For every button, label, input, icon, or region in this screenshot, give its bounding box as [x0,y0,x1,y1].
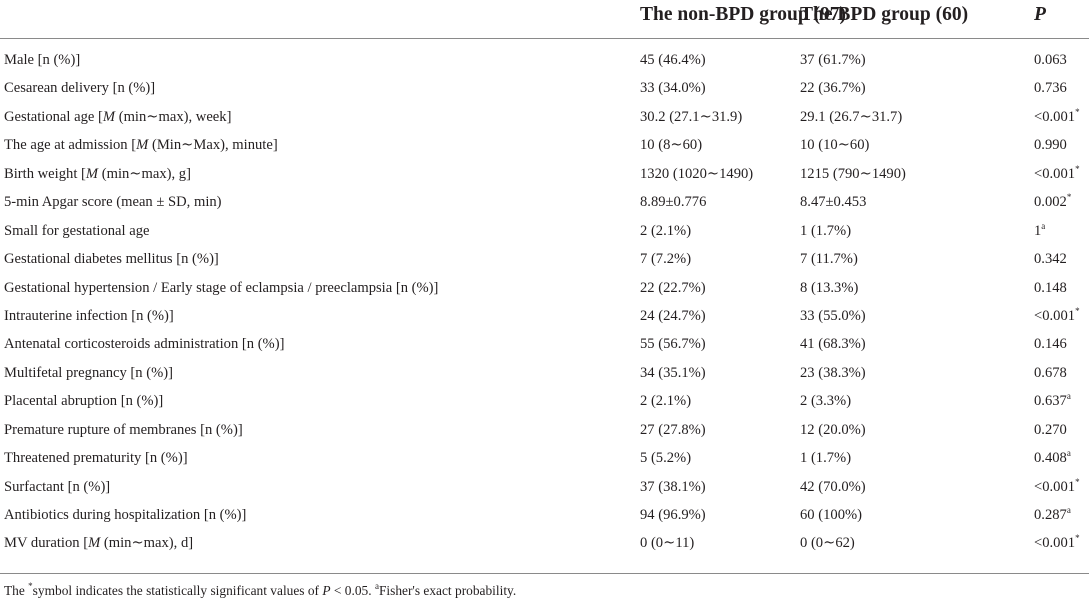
cell-p-value: <0.001* [1034,305,1080,324]
row-label: Small for gestational age [4,222,150,239]
row-label: Premature rupture of membranes [n (%)] [4,421,243,438]
cell-p-value: 1$^a$ [1034,220,1046,239]
table-body [0,48,1089,560]
cell-bpd: 1215 (790∼1490) [800,165,906,182]
table-header [0,0,1089,39]
table-row [0,503,1089,531]
header-bpd-group: The BPD group (60) [800,4,969,25]
cell-non-bpd: 7 (7.2%) [640,251,692,268]
header-p-value: P [1034,4,1046,25]
row-label: Gestational hypertension / Early stage of eclampsia / preeclampsia [n (%)] [4,279,439,296]
table-row [0,247,1089,275]
cell-p-value: <0.001* [1034,476,1080,495]
cell-bpd: 0 (0∼62) [800,535,855,552]
cell-bpd: 22 (36.7%) [800,80,866,97]
table-row [0,219,1089,247]
cell-non-bpd: 94 (96.9%) [640,507,706,523]
cell-non-bpd: 55 (56.7%) [640,336,706,353]
table-row [0,276,1089,304]
cell-non-bpd: 2 (2.1%) [640,393,692,410]
row-label: Antibiotics during hospitalization [n (%)] [4,507,247,523]
cell-p-value: 0.637$^a$ [1034,391,1071,410]
row-label: Birth weight [M (min∼max), g] [4,165,191,182]
cell-bpd: 10 (10∼60) [800,137,870,154]
cell-non-bpd: 27 (27.8%) [640,421,706,438]
cell-p-value: 0.287$^a$ [1034,505,1071,523]
cell-non-bpd: 45 (46.4%) [640,52,706,68]
cell-p-value: 0.002* [1034,192,1072,211]
cell-p-value: 0.990 [1034,137,1067,154]
cell-bpd: 42 (70.0%) [800,478,866,495]
cell-p-value: 0.678 [1034,364,1067,381]
row-label: Cesarean delivery [n (%)] [4,80,156,97]
row-label: Antenatal corticosteroids administration [n (%)] [4,336,285,353]
row-label: Gestational diabetes mellitus [n (%)] [4,251,219,268]
cell-non-bpd: 24 (24.7%) [640,307,706,324]
row-label: The age at admission [M (Min∼Max), minute] [4,137,278,154]
cell-non-bpd: 37 (38.1%) [640,478,706,495]
cell-non-bpd: 33 (34.0%) [640,80,706,97]
row-label: Gestational age [M (min∼max), week] [4,108,232,125]
cell-p-value: 0.342 [1034,251,1067,268]
cell-p-value: <0.001* [1034,163,1080,182]
header-non-bpd-group: The non-BPD group (97) [640,4,847,25]
cell-bpd: 8 (13.3%) [800,279,859,296]
table-footnote: The *symbol indicates the statistically significant values of P < 0.05. $^a$Fisher's exact probability. [4,581,517,598]
cell-non-bpd: 34 (35.1%) [640,364,706,381]
cell-non-bpd: 30.2 (27.1∼31.9) [640,108,743,125]
row-label: Surfactant [n (%)] [4,478,111,495]
table-row [0,133,1089,161]
table-row [0,361,1089,389]
row-label: MV duration [M (min∼max), d] [4,535,194,552]
cell-p-value: <0.001* [1034,533,1080,552]
cell-p-value: 0.148 [1034,279,1067,296]
cell-non-bpd: 8.89±0.776 [640,194,707,211]
cell-non-bpd: 5 (5.2%) [640,450,692,467]
cell-p-value: 0.146 [1034,336,1067,353]
table-row [0,332,1089,360]
row-label: Male [n (%)] [4,52,81,68]
cell-bpd: 29.1 (26.7∼31.7) [800,108,903,125]
cell-bpd: 23 (38.3%) [800,364,866,381]
cell-bpd: 60 (100%) [800,507,863,523]
cell-bpd: 33 (55.0%) [800,307,866,324]
table-row [0,531,1089,559]
cell-non-bpd: 0 (0∼11) [640,535,695,552]
row-label: Multifetal pregnancy [n (%)] [4,364,173,381]
table-row [0,475,1089,503]
cell-p-value: 0.270 [1034,421,1067,438]
cell-bpd: 1 (1.7%) [800,450,852,467]
cell-non-bpd: 10 (8∼60) [640,137,703,154]
table-row [0,389,1089,417]
cell-p-value: 0.736 [1034,80,1067,97]
table-row [0,418,1089,446]
cell-bpd: 1 (1.7%) [800,222,852,239]
row-label: Placental abruption [n (%)] [4,393,164,410]
cell-p-value: 0.408$^a$ [1034,448,1071,467]
cell-p-value: 0.063 [1034,52,1067,68]
table-row [0,190,1089,218]
row-label: 5-min Apgar score (mean ± SD, min) [4,194,222,211]
cell-bpd: 37 (61.7%) [800,52,866,68]
row-label: Intrauterine infection [n (%)] [4,307,174,324]
cell-bpd: 41 (68.3%) [800,336,866,353]
table-row [0,446,1089,474]
table-row [0,162,1089,190]
cell-bpd: 2 (3.3%) [800,393,852,410]
table-row [0,304,1089,332]
cell-p-value: <0.001* [1034,106,1080,125]
cell-bpd: 8.47±0.453 [800,194,867,211]
cell-bpd: 12 (20.0%) [800,421,866,438]
cell-non-bpd: 2 (2.1%) [640,222,692,239]
cell-bpd: 7 (11.7%) [800,251,858,268]
bottom-rule [0,573,1089,574]
cell-non-bpd: 1320 (1020∼1490) [640,165,754,182]
table-row [0,76,1089,104]
table-row [0,48,1089,76]
table-row [0,105,1089,133]
cell-non-bpd: 22 (22.7%) [640,279,706,296]
row-label: Threatened prematurity [n (%)] [4,450,188,467]
